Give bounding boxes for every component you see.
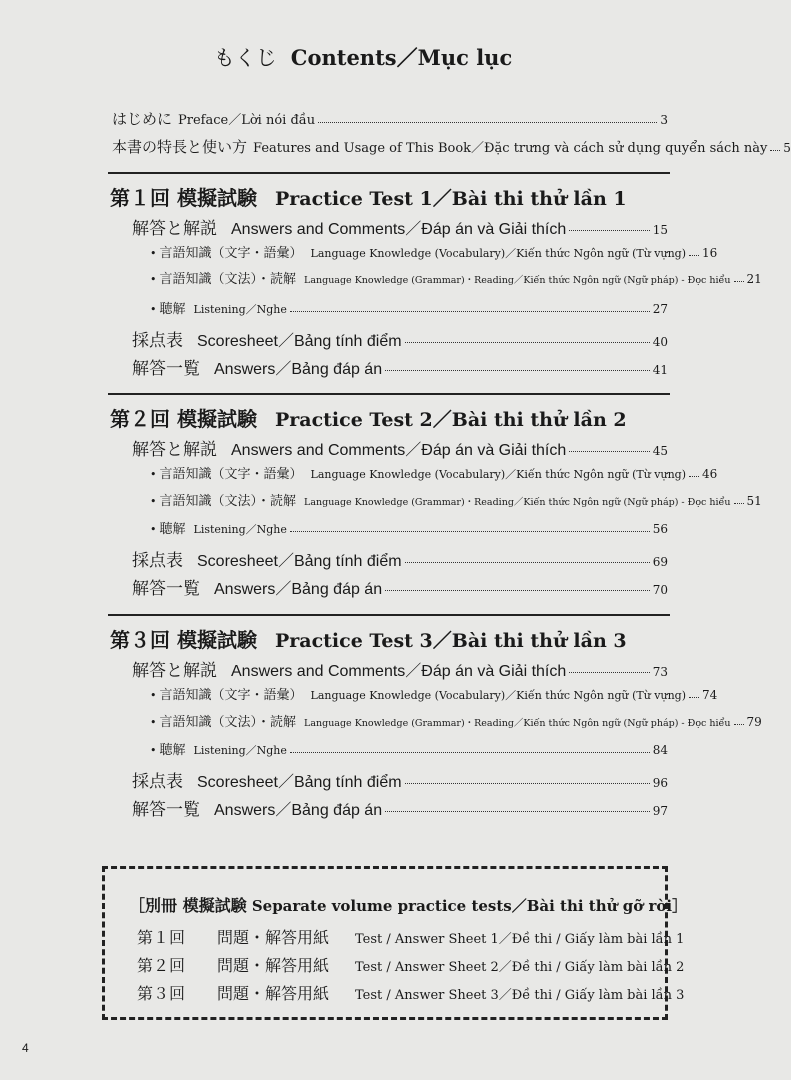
entry-jp: 言語知識（文法）・読解 — [159, 272, 297, 287]
answer-sheet-row — [137, 925, 684, 948]
title-jp: もくじ — [213, 46, 277, 70]
entry-text: Listening／Nghe — [193, 303, 287, 316]
dot-leader — [405, 562, 650, 563]
entry-page: 70 — [652, 583, 668, 597]
toc-entry-answers[interactable] — [132, 574, 668, 599]
bullet: • — [150, 716, 157, 729]
row-jp-test: 第２回 — [137, 956, 186, 975]
toc-entry-answers-comments[interactable] — [132, 435, 668, 460]
test-heading-jp: 第１回 模擬試験 — [110, 186, 257, 210]
entry-text: Scoresheet／Bảng tính điểm — [197, 774, 402, 791]
toc-entry-vocabulary[interactable] — [150, 242, 718, 261]
entry-page: 69 — [652, 555, 668, 569]
answer-sheet-row — [137, 953, 684, 976]
entry-page: 27 — [652, 302, 668, 316]
test-3-heading — [110, 624, 627, 653]
bullet: • — [150, 689, 157, 702]
entry-page: 51 — [746, 494, 762, 508]
test-1-heading — [110, 182, 627, 211]
entry-text: Language Knowledge (Grammar)・Reading／Kiến thức Ngôn ngữ (Ngữ pháp) - Đọc hiểu — [304, 497, 731, 508]
toc-entry-listening[interactable] — [150, 298, 668, 317]
entry-jp: はじめに — [112, 110, 173, 128]
dot-leader — [689, 697, 699, 698]
entry-text: Language Knowledge (Vocabulary)／Kiến thức Ngôn ngữ (Từ vựng) — [310, 247, 687, 260]
entry-text: Scoresheet／Bảng tính điểm — [197, 333, 402, 350]
test-2-heading — [110, 403, 627, 432]
dot-leader — [318, 122, 657, 123]
entry-jp: 聴解 — [159, 743, 186, 758]
entry-text: Listening／Nghe — [193, 523, 287, 536]
entry-page: 16 — [702, 246, 718, 260]
entry-text: Answers／Bảng đáp án — [214, 361, 383, 378]
bullet: • — [150, 273, 157, 286]
section-rule — [108, 614, 670, 616]
dot-leader — [734, 724, 744, 725]
page-title — [0, 42, 726, 72]
toc-entry-grammar-reading[interactable] — [150, 711, 762, 730]
entry-page: 45 — [652, 444, 668, 458]
entry-jp: 解答一覧 — [132, 579, 200, 599]
toc-entry-answers-comments[interactable] — [132, 214, 668, 239]
entry-text: Listening／Nghe — [193, 744, 287, 757]
row-jp-sheet: 問題・解答用紙 — [217, 984, 330, 1003]
test-heading-jp: 第３回 模擬試験 — [110, 628, 257, 652]
entry-jp: 解答一覧 — [132, 800, 200, 820]
dot-leader — [385, 370, 650, 371]
entry-text: Answers and Comments／Đáp án và Giải thích — [231, 221, 567, 238]
toc-entry-features[interactable] — [112, 136, 791, 157]
dot-leader — [569, 672, 649, 673]
bullet: • — [150, 744, 157, 757]
entry-text: Language Knowledge (Vocabulary)／Kiến thức Ngôn ngữ (Từ vựng) — [310, 689, 687, 702]
dot-leader — [689, 476, 699, 477]
dot-leader — [290, 752, 650, 753]
dot-leader — [770, 150, 780, 151]
entry-text: Language Knowledge (Vocabulary)／Kiến thức Ngôn ngữ (Từ vựng) — [310, 468, 687, 481]
entry-page: 73 — [652, 665, 668, 679]
toc-entry-answers[interactable] — [132, 354, 668, 379]
entry-page: 3 — [660, 113, 668, 127]
entry-jp: 聴解 — [159, 302, 186, 317]
dot-leader — [734, 281, 744, 282]
entry-jp: 言語知識（文字・語彙） — [159, 467, 303, 482]
entry-text: Answers and Comments／Đáp án và Giải thích — [231, 663, 567, 680]
entry-text: Features and Usage of This Book／Đặc trưng và cách sử dụng quyển sách này — [253, 141, 768, 156]
entry-jp: 採点表 — [132, 551, 183, 571]
entry-jp: 言語知識（文字・語彙） — [159, 246, 303, 261]
test-heading-en: Practice Test 1／Bài thi thử lần 1 — [274, 188, 627, 210]
dot-leader — [569, 451, 649, 452]
entry-page: 21 — [746, 272, 762, 286]
entry-page: 84 — [652, 743, 668, 757]
answer-sheet-row — [137, 981, 684, 1004]
entry-jp: 言語知識（文法）・読解 — [159, 715, 297, 730]
entry-text: Answers／Bảng đáp án — [214, 581, 383, 598]
toc-entry-scoresheet[interactable] — [132, 767, 668, 792]
entry-page: 15 — [652, 223, 668, 237]
dot-leader — [405, 783, 650, 784]
entry-jp: 聴解 — [159, 522, 186, 537]
entry-jp: 言語知識（文法）・読解 — [159, 494, 297, 509]
separate-heading-jp: ［別冊 模擬試験 — [129, 896, 247, 915]
entry-jp: 採点表 — [132, 772, 183, 792]
entry-text: Preface／Lời nói đầu — [178, 113, 316, 128]
dot-leader — [385, 590, 650, 591]
entry-page: 41 — [652, 363, 668, 377]
dot-leader — [290, 531, 650, 532]
separate-volume-box — [102, 866, 688, 1020]
entry-text: Answers／Bảng đáp án — [214, 802, 383, 819]
row-jp-sheet: 問題・解答用紙 — [217, 928, 330, 947]
entry-jp: 解答一覧 — [132, 359, 200, 379]
row-text: Test / Answer Sheet 2／Đề thi / Giấy làm bài lần 2 — [355, 960, 685, 975]
toc-entry-answers[interactable] — [132, 795, 668, 820]
entry-page: 97 — [652, 804, 668, 818]
bullet: • — [150, 303, 157, 316]
entry-page: 79 — [746, 715, 762, 729]
bullet: • — [150, 495, 157, 508]
entry-text: Scoresheet／Bảng tính điểm — [197, 553, 402, 570]
toc-entry-vocabulary[interactable] — [150, 684, 718, 703]
entry-page: 96 — [652, 776, 668, 790]
toc-entry-listening[interactable] — [150, 739, 668, 758]
toc-entry-preface[interactable] — [112, 108, 668, 129]
row-jp-test: 第３回 — [137, 984, 186, 1003]
dot-leader — [405, 342, 650, 343]
entry-jp: 解答と解説 — [132, 661, 217, 681]
entry-text: Language Knowledge (Grammar)・Reading／Kiến thức Ngôn ngữ (Ngữ pháp) - Đọc hiểu — [304, 275, 731, 286]
toc-entry-scoresheet[interactable] — [132, 546, 668, 571]
test-heading-en: Practice Test 3／Bài thi thử lần 3 — [274, 630, 627, 652]
dot-leader — [689, 255, 699, 256]
dot-leader — [734, 503, 744, 504]
entry-jp: 解答と解説 — [132, 440, 217, 460]
row-jp-sheet: 問題・解答用紙 — [217, 956, 330, 975]
section-rule — [108, 393, 670, 395]
page-number: 4 — [22, 1041, 29, 1055]
entry-jp: 言語知識（文字・語彙） — [159, 688, 303, 703]
toc-entry-scoresheet[interactable] — [132, 326, 668, 351]
entry-text: Answers and Comments／Đáp án và Giải thích — [231, 442, 567, 459]
entry-jp: 本書の特長と使い方 — [112, 138, 248, 156]
row-text: Test / Answer Sheet 1／Đề thi / Giấy làm bài lần 1 — [355, 932, 685, 947]
entry-text: Language Knowledge (Grammar)・Reading／Kiến thức Ngôn ngữ (Ngữ pháp) - Đọc hiểu — [304, 718, 731, 729]
entry-jp: 解答と解説 — [132, 219, 217, 239]
row-text: Test / Answer Sheet 3／Đề thi / Giấy làm bài lần 3 — [355, 988, 685, 1003]
test-heading-jp: 第２回 模擬試験 — [110, 407, 257, 431]
separate-heading-en: Separate volume practice tests／Bài thi thử gỡ rời］ — [251, 897, 688, 915]
toc-entry-grammar-reading[interactable] — [150, 490, 762, 509]
dot-leader — [290, 311, 650, 312]
separate-volume-heading — [129, 893, 687, 916]
section-rule — [108, 172, 670, 174]
dot-leader — [569, 230, 649, 231]
bullet: • — [150, 468, 157, 481]
test-heading-en: Practice Test 2／Bài thi thử lần 2 — [274, 409, 627, 431]
row-jp-test: 第１回 — [137, 928, 186, 947]
bullet: • — [150, 523, 157, 536]
entry-page: 5 — [783, 141, 791, 155]
title-en: Contents／Mục lục — [290, 45, 513, 70]
dot-leader — [385, 811, 650, 812]
toc-entry-answers-comments[interactable] — [132, 656, 668, 681]
entry-jp: 採点表 — [132, 331, 183, 351]
entry-page: 40 — [652, 335, 668, 349]
toc-entry-vocabulary[interactable] — [150, 463, 718, 482]
entry-page: 56 — [652, 522, 668, 536]
toc-entry-grammar-reading[interactable] — [150, 268, 762, 287]
toc-entry-listening[interactable] — [150, 518, 668, 537]
entry-page: 74 — [702, 688, 718, 702]
entry-page: 46 — [702, 467, 718, 481]
bullet: • — [150, 247, 157, 260]
